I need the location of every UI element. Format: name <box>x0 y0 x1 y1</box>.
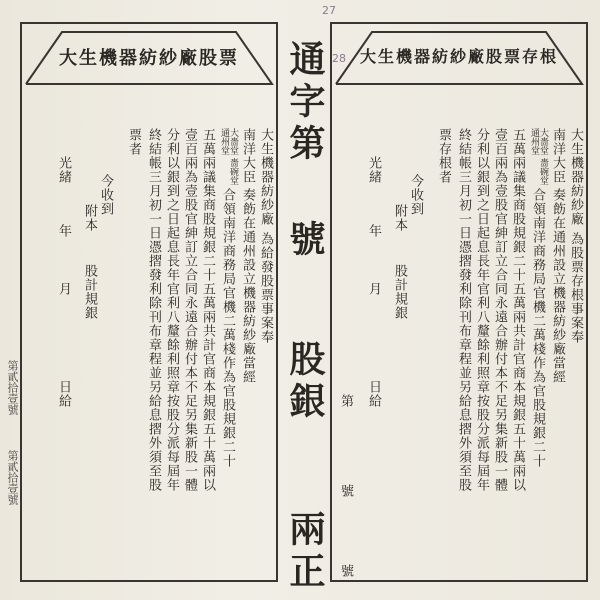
handwritten-number-bottom: 第貳拾壹號 <box>6 450 19 505</box>
certificate-col-5: 壹百兩為壹股官紳訂立合同永遠合辦付本不足另集新股一體 <box>182 128 197 492</box>
stub-col-2a: 南洋大臣 <box>550 128 565 184</box>
stub-col-8: 票存根者 <box>436 128 451 184</box>
certificate-col-1 <box>258 128 273 344</box>
certificate-day-label: 日給 <box>56 380 71 408</box>
stub-col-2 <box>550 128 565 384</box>
certificate-col-3b: 合領南洋商務局官機二萬棧作為官股規銀二十 <box>220 188 235 468</box>
stub-col-2b: 奏飭在通州設立機器紡紗廠當經 <box>550 188 565 384</box>
stub-col-5: 壹百兩為壹股官紳訂立合同永遠合辦付本不足另集新股一體 <box>492 128 507 492</box>
stub-header <box>332 24 586 96</box>
stub-col-6: 分利以銀到之日起息長年官利八釐餘利照章按股分派每屆年 <box>474 128 489 492</box>
certificate-attached-label: 附本 <box>82 204 97 232</box>
middle-share-label: 股銀 <box>284 340 326 424</box>
stub-col-1b: 為股票存根事案奉 <box>568 232 583 344</box>
stub-shares-label: 股計規銀 <box>392 264 407 320</box>
stub-year-label: 年 <box>366 224 381 238</box>
handwritten-number-top: 第貳拾壹號 <box>6 360 19 415</box>
stub-small-3: 嗇碗堂 <box>538 158 548 185</box>
certificate-title: 大生機器紡紗廠股票 <box>59 48 239 69</box>
stub-small-2: 通州堂 <box>529 128 539 155</box>
stub-received-label: 今收到 <box>408 174 423 216</box>
certificate-small-2: 通州堂 <box>219 128 229 155</box>
stub-col-1 <box>568 128 583 344</box>
certificate-col-2 <box>240 128 255 384</box>
certificate-small-3: 嗇碗堂 <box>228 158 238 185</box>
stamp-number-27: 27 <box>322 4 336 17</box>
middle-serial-suffix: 號 <box>284 220 326 262</box>
stub-number-suffix-2: 號 <box>338 564 353 578</box>
stub-small-1: 大嗇堂 <box>538 128 548 155</box>
certificate-col-2b: 奏飭在通州設立機器紡紗廠當經 <box>240 188 255 384</box>
middle-amount-label: 兩正 <box>284 510 326 594</box>
certificate-panel <box>20 22 278 582</box>
certificate-era-label: 光緒 <box>56 156 71 184</box>
middle-serial-prefix: 通字第 <box>284 40 326 166</box>
certificate-col-1b: 為給發股票事案奉 <box>258 232 273 344</box>
stub-era-label: 光緒 <box>366 156 381 184</box>
stub-col-4: 五萬兩議集商股規銀二十五萬兩共計官商本規銀五十萬兩以 <box>510 128 525 492</box>
certificate-col-2a: 南洋大臣 <box>240 128 255 184</box>
certificate-header <box>22 24 276 96</box>
certificate-month-label: 月 <box>56 282 71 296</box>
certificate-small-1: 大嗇堂 <box>228 128 238 155</box>
certificate-col-8: 票者 <box>126 128 141 156</box>
stub-col-3b: 合領南洋商務局官機二萬棧作為官股規銀二十 <box>530 188 545 468</box>
stub-month-label: 月 <box>366 282 381 296</box>
stub-day-label: 日給 <box>366 380 381 408</box>
stub-number-suffix-1: 號 <box>338 484 353 498</box>
stub-col-7: 終結帳三月初一日憑摺發利除刊布章程並另給息摺外須至股 <box>456 128 471 492</box>
stub-col-3 <box>528 128 548 568</box>
certificate-col-1a: 大生機器紡紗廠 <box>258 128 273 226</box>
certificate-col-3 <box>218 128 238 568</box>
stub-number-prefix: 第 <box>338 394 353 408</box>
certificate-col-6: 分利以銀到之日起息長年官利八釐餘利照章按股分派每屆年 <box>164 128 179 492</box>
certificate-received-label: 今收到 <box>98 174 113 216</box>
stub-attached-label: 附本 <box>392 204 407 232</box>
certificate-col-7: 終結帳三月初一日憑摺發利除刊布章程並另給息摺外須至股 <box>146 128 161 492</box>
stub-title: 大生機器紡紗廠股票存根 <box>359 47 558 66</box>
stub-panel <box>330 22 588 582</box>
stub-col-1a: 大生機器紡紗廠 <box>568 128 583 226</box>
certificate-year-label: 年 <box>56 224 71 238</box>
certificate-col-4: 五萬兩議集商股規銀二十五萬兩共計官商本規銀五十萬兩以 <box>200 128 215 492</box>
stamp-number-28: 28 <box>332 52 346 65</box>
certificate-shares-label: 股計規銀 <box>82 264 97 320</box>
